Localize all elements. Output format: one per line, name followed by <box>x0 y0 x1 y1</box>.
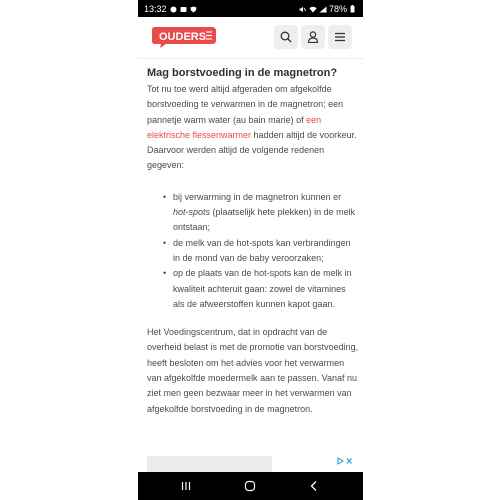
adchoices-icon[interactable] <box>337 457 353 467</box>
flessenwarmer-link[interactable]: een elektrische flessenwarmer <box>147 114 322 140</box>
article-intro <box>147 82 359 174</box>
ad-banner[interactable] <box>147 456 272 472</box>
search-button[interactable] <box>274 25 298 49</box>
notification-icon <box>170 5 177 12</box>
message-icon <box>180 5 187 12</box>
user-icon <box>307 31 319 43</box>
status-time: 13:32 <box>144 3 167 14</box>
account-button[interactable] <box>301 25 325 49</box>
battery-level: 78% <box>328 3 347 14</box>
logo-text: OUDERS <box>159 31 207 43</box>
intro-text-after: hadden altijd de voorkeur. Daarvoor werden altijd de volgende redenen gegeven: <box>147 129 357 171</box>
article-body <box>147 62 359 417</box>
back-icon <box>308 480 320 492</box>
status-left <box>144 4 197 14</box>
bullet-1-emphasis: hot-spots <box>173 207 211 218</box>
article-conclusion: Het Voedingscentrum, dat in opdracht van de overheid belast is met de promotie van borstvoeding, heeft besloten om het advies voor het verwarmen van afgekolfde moedermelk aan te passen. Vanaf nu ziet men geen bezwaar meer in het verwarmen van afgekolfde borstvoeding in de magnetron. <box>147 327 359 414</box>
bullet-1-after: (plaatselijk hete plekken) in de melk ontstaan; <box>173 207 356 233</box>
back-button[interactable] <box>306 478 322 494</box>
home-button[interactable] <box>242 478 258 494</box>
battery-icon <box>350 5 357 12</box>
status-right <box>299 4 357 14</box>
list-item: • op de plaats van de hot-spots kan de melk in kwaliteit achteruit gaan: zowel de vitamines als de afweerstoffen kunnen kapot gaan. <box>163 266 359 312</box>
bullet-1-before: bij verwarming in de magnetron kunnen er <box>173 191 342 202</box>
signal-icon <box>319 5 326 12</box>
article-heading: Mag borstvoeding in de magnetron? <box>147 67 338 79</box>
ouders-logo[interactable] <box>152 26 220 48</box>
site-header <box>138 17 363 59</box>
system-nav-bar <box>138 472 363 500</box>
home-icon <box>244 480 256 492</box>
wifi-icon <box>309 5 316 12</box>
intro-text-before: Tot nu toe werd altijd afgeraden om afgekolfde borstvoeding te verwarmen in de magnetron; een pannetje warm water (au bain marie) of <box>147 84 344 125</box>
list-item: • de melk van de hot-spots kan verbrandingen in de mond van de baby veroorzaken; <box>163 236 359 267</box>
list-item <box>163 190 359 236</box>
recent-apps-icon <box>180 480 192 492</box>
search-icon <box>280 31 292 43</box>
mute-icon <box>299 5 306 12</box>
status-bar <box>138 0 363 17</box>
recent-apps-button[interactable] <box>178 478 194 494</box>
menu-icon <box>334 31 346 43</box>
phone-screen <box>138 0 363 500</box>
reasons-list <box>147 190 359 312</box>
shield-icon <box>190 5 197 12</box>
menu-button[interactable] <box>328 25 352 49</box>
